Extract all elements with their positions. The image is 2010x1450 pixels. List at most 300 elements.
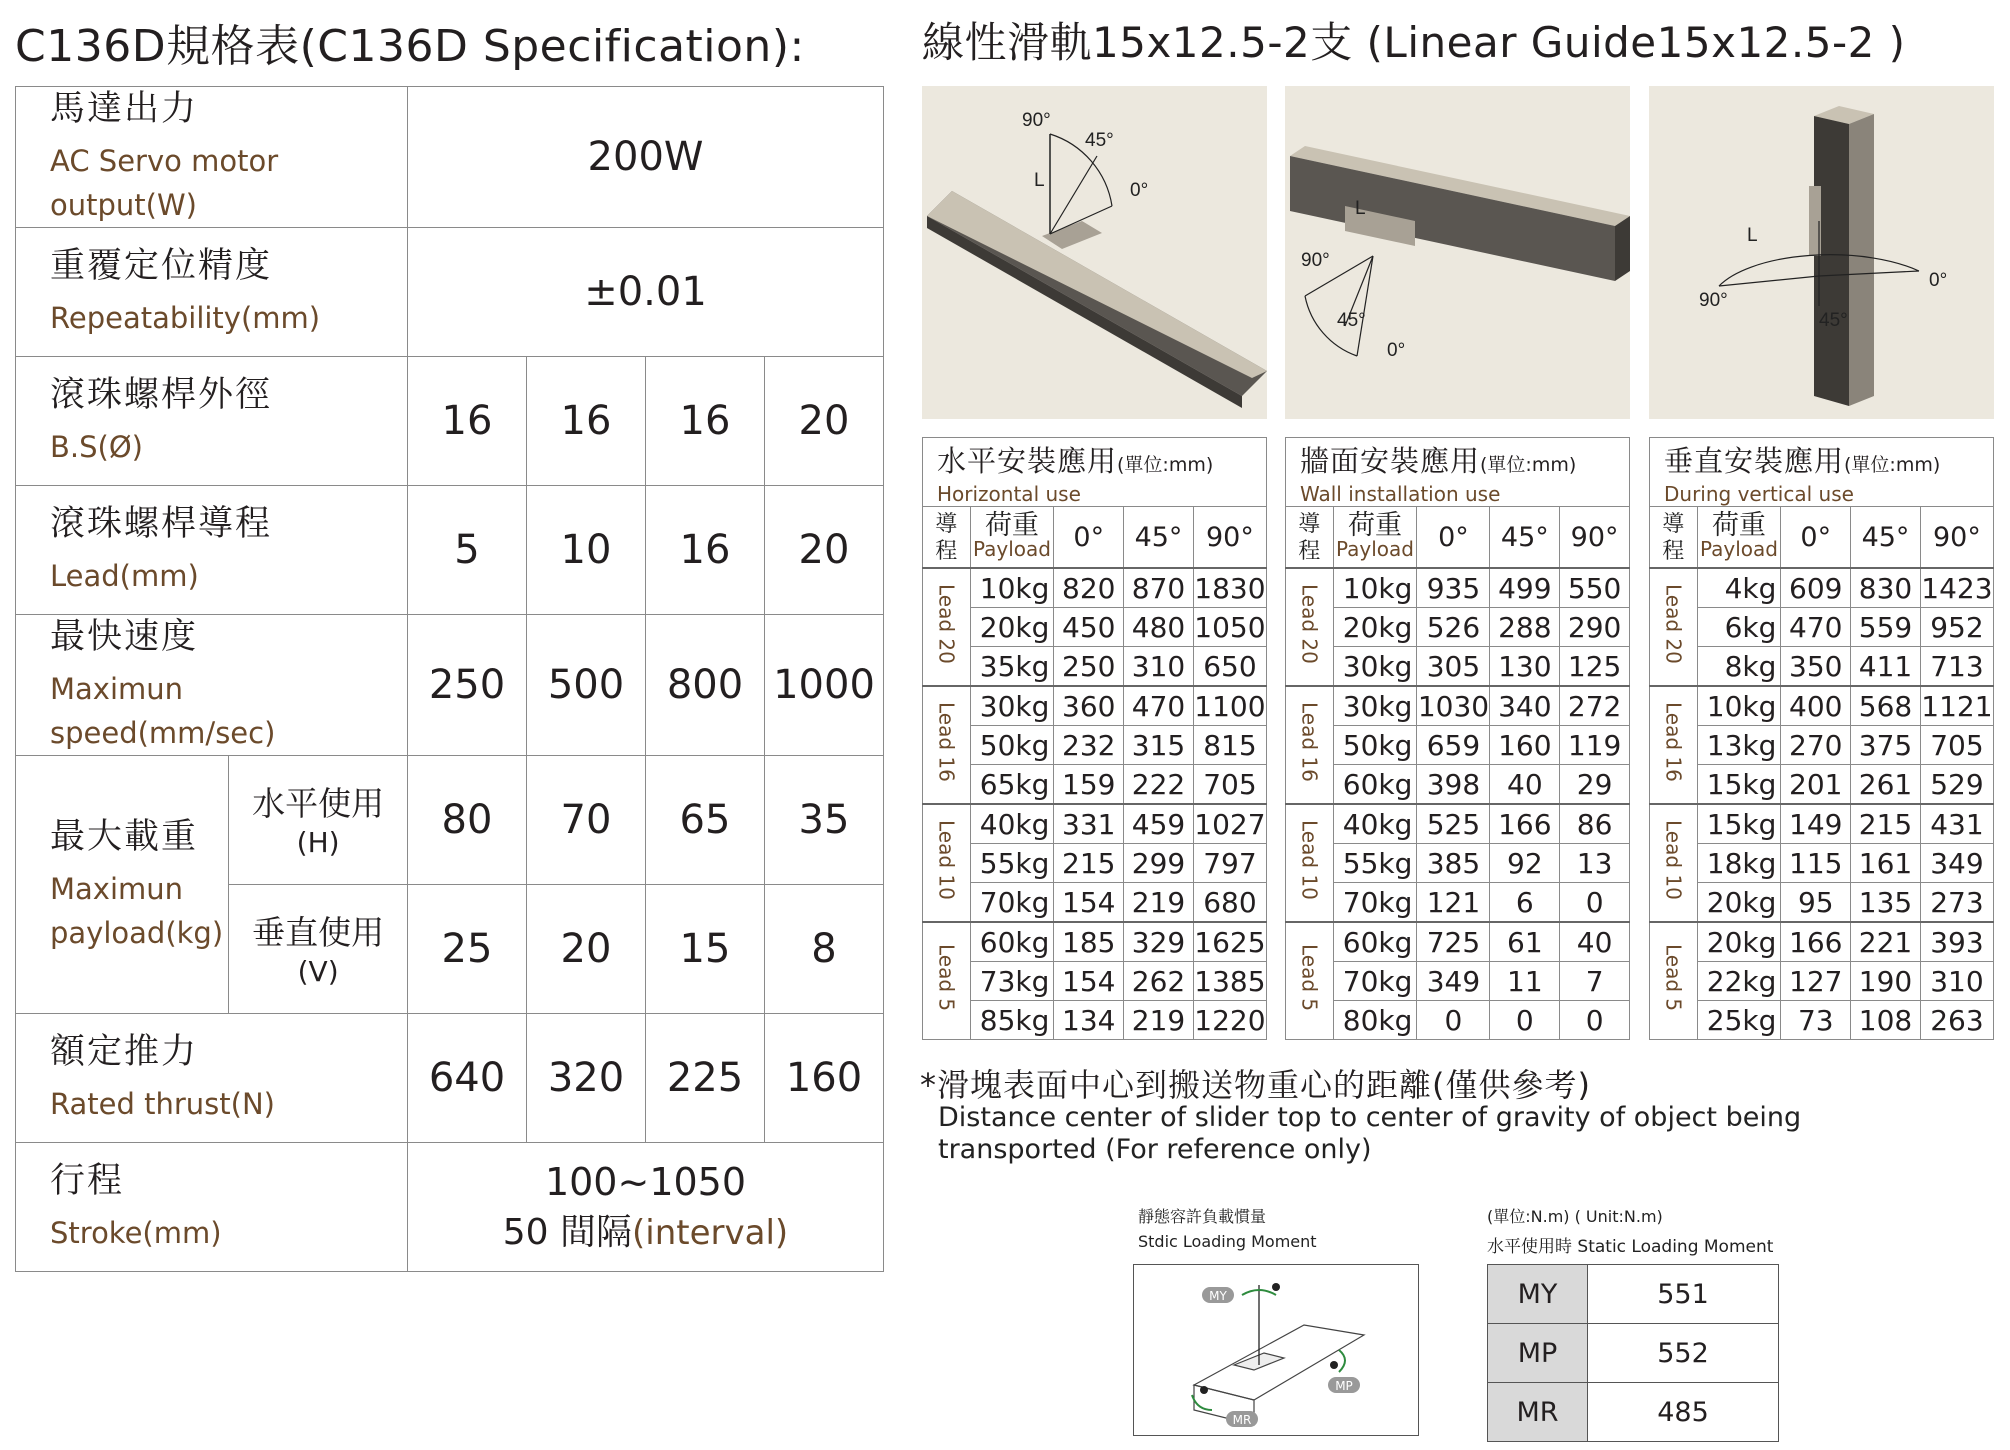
thrust-value: 160 bbox=[765, 1014, 884, 1143]
load-row bbox=[1650, 608, 1994, 647]
stroke-label bbox=[16, 1143, 408, 1272]
load-table-title: 垂直安裝應用 bbox=[1664, 443, 1845, 478]
lead-group-label: Lead 20 bbox=[1286, 568, 1334, 686]
payload-v-value: 15 bbox=[646, 885, 765, 1014]
angle-0-cell: 350 bbox=[1781, 647, 1851, 687]
angle-0-cell: 149 bbox=[1781, 804, 1851, 844]
angle-90-cell: 952 bbox=[1920, 608, 1993, 647]
angle-45-cell: 161 bbox=[1851, 844, 1921, 883]
load-table-header bbox=[923, 438, 1267, 507]
angle-90-cell: 550 bbox=[1560, 568, 1630, 608]
load-table-subtitle: Horizontal use bbox=[937, 481, 1081, 506]
payload-cell: 6kg bbox=[1697, 608, 1781, 647]
angle-45-cell: 470 bbox=[1124, 686, 1194, 726]
angle-45-cell: 222 bbox=[1124, 765, 1194, 805]
lead-group-label: Lead 16 bbox=[1286, 686, 1334, 804]
load-row bbox=[1650, 686, 1994, 726]
angle-0-cell: 134 bbox=[1054, 1001, 1124, 1040]
angle-45-cell: 130 bbox=[1490, 647, 1560, 687]
payload-cell: 10kg bbox=[1697, 686, 1781, 726]
note-zh: *滑塊表面中心到搬送物重心的距離(僅供參考) bbox=[920, 1066, 1591, 1104]
angle-0-cell: 127 bbox=[1781, 962, 1851, 1001]
angle-0-cell: 1030 bbox=[1417, 686, 1490, 726]
my-badge: MY bbox=[1209, 1289, 1227, 1303]
angle-0-label: 0° bbox=[1929, 270, 1948, 291]
angle-90-cell: 1625 bbox=[1193, 922, 1266, 962]
angle-90-cell: 1050 bbox=[1193, 608, 1266, 647]
lead-group-label: Lead 16 bbox=[1650, 686, 1698, 804]
payload-h-value: 35 bbox=[765, 756, 884, 885]
angle-45-cell: 480 bbox=[1124, 608, 1194, 647]
lead-value: 16 bbox=[646, 486, 765, 615]
payload-cell: 20kg bbox=[1697, 922, 1781, 962]
lead-value: 10 bbox=[527, 486, 646, 615]
moment-subtitle: 水平使用時 Static Loading Moment bbox=[1487, 1237, 1774, 1257]
angle-45-cell: 108 bbox=[1851, 1001, 1921, 1040]
payload-cell: 13kg bbox=[1697, 726, 1781, 765]
angle-45-cell: 261 bbox=[1851, 765, 1921, 805]
angle-0-cell: 215 bbox=[1054, 844, 1124, 883]
moment-diagram bbox=[1133, 1264, 1419, 1436]
angle-90-cell: 1100 bbox=[1193, 686, 1266, 726]
angle-45-col-header: 45° bbox=[1490, 507, 1560, 569]
speed-value: 500 bbox=[527, 615, 646, 756]
payload-v-value: 20 bbox=[527, 885, 646, 1014]
angle-45-cell: 315 bbox=[1124, 726, 1194, 765]
horizontal-use-en: (H) bbox=[296, 825, 340, 859]
load-row bbox=[1286, 844, 1630, 883]
angle-90-cell: 29 bbox=[1560, 765, 1630, 805]
load-row bbox=[1650, 765, 1994, 805]
payload-cell: 80kg bbox=[1333, 1001, 1417, 1040]
bs-value: 16 bbox=[408, 357, 527, 486]
angle-45-cell: 190 bbox=[1851, 962, 1921, 1001]
bs-value: 20 bbox=[765, 357, 884, 486]
stroke-range: 100~1050 bbox=[544, 1159, 747, 1204]
angle-90-cell: 273 bbox=[1920, 883, 1993, 923]
angle-90-cell: 40 bbox=[1560, 922, 1630, 962]
spec-row-speed bbox=[16, 615, 884, 756]
angle-45-cell: 299 bbox=[1124, 844, 1194, 883]
horizontal-use-zh: 水平使用 bbox=[252, 783, 385, 823]
horizontal-load-table bbox=[922, 437, 1267, 1040]
load-table-title: 水平安裝應用 bbox=[937, 443, 1118, 478]
payload-v-value: 8 bbox=[765, 885, 884, 1014]
payload-cell: 20kg bbox=[1333, 608, 1417, 647]
load-row bbox=[923, 686, 1267, 726]
load-table-header bbox=[1650, 438, 1994, 507]
angle-45-cell: 160 bbox=[1490, 726, 1560, 765]
load-row bbox=[1650, 647, 1994, 687]
angle-45-cell: 411 bbox=[1851, 647, 1921, 687]
moment-table bbox=[1487, 1264, 1779, 1442]
angle-0-cell: 725 bbox=[1417, 922, 1490, 962]
angle-90-cell: 263 bbox=[1920, 1001, 1993, 1040]
stroke-value bbox=[408, 1143, 884, 1272]
angle-90-cell: 680 bbox=[1193, 883, 1266, 923]
angle-90-cell: 0 bbox=[1560, 883, 1630, 923]
lead-group-label: Lead 10 bbox=[1286, 804, 1334, 922]
thrust-value: 320 bbox=[527, 1014, 646, 1143]
payload-col-header: 荷重 Payload bbox=[1697, 507, 1781, 569]
vertical-mount-image bbox=[1649, 86, 1994, 419]
lead-group-label: Lead 16 bbox=[923, 686, 971, 804]
angle-45-cell: 219 bbox=[1124, 883, 1194, 923]
lead-label-zh: 滾珠螺桿導程 bbox=[50, 504, 273, 544]
vertical-use-label bbox=[229, 885, 408, 1014]
load-table-unit: (單位:mm) bbox=[1844, 453, 1941, 476]
payload-cell: 10kg bbox=[1333, 568, 1417, 608]
angle-0-cell: 470 bbox=[1781, 608, 1851, 647]
angle-0-cell: 385 bbox=[1417, 844, 1490, 883]
payload-cell: 20kg bbox=[970, 608, 1054, 647]
payload-cell: 35kg bbox=[970, 647, 1054, 687]
lead-group-label: Lead 5 bbox=[1650, 922, 1698, 1040]
load-table-title: 牆面安裝應用 bbox=[1300, 443, 1481, 478]
angle-0-cell: 450 bbox=[1054, 608, 1124, 647]
mr-badge: MR bbox=[1232, 1413, 1252, 1427]
thrust-label-zh: 額定推力 bbox=[50, 1032, 199, 1072]
angle-90-cell: 431 bbox=[1920, 804, 1993, 844]
thrust-value: 640 bbox=[408, 1014, 527, 1143]
lead-col-header: 導 程 bbox=[923, 507, 971, 569]
payload-col-header: 荷重 Payload bbox=[970, 507, 1054, 569]
stroke-interval-en: (interval) bbox=[632, 1212, 789, 1253]
angle-0-cell: 398 bbox=[1417, 765, 1490, 805]
angle-0-cell: 349 bbox=[1417, 962, 1490, 1001]
speed-value: 800 bbox=[646, 615, 765, 756]
payload-cell: 30kg bbox=[970, 686, 1054, 726]
payload-cell: 15kg bbox=[1697, 765, 1781, 805]
angle-90-cell: 1121 bbox=[1920, 686, 1993, 726]
moment-value: 485 bbox=[1588, 1383, 1779, 1442]
payload-cell: 55kg bbox=[970, 844, 1054, 883]
length-l-label: L bbox=[1747, 225, 1758, 246]
angle-0-cell: 0 bbox=[1417, 1001, 1490, 1040]
payload-cell: 60kg bbox=[1333, 765, 1417, 805]
load-row bbox=[923, 922, 1267, 962]
load-row bbox=[1650, 883, 1994, 923]
angle-90-cell: 815 bbox=[1193, 726, 1266, 765]
thrust-value: 225 bbox=[646, 1014, 765, 1143]
motor-label bbox=[16, 87, 408, 228]
angle-45-cell: 92 bbox=[1490, 844, 1560, 883]
stroke-interval-zh: 50 間隔 bbox=[502, 1211, 633, 1253]
load-row bbox=[923, 765, 1267, 805]
load-row bbox=[923, 608, 1267, 647]
wall-mount-image bbox=[1285, 86, 1630, 419]
angle-0-cell: 95 bbox=[1781, 883, 1851, 923]
angle-45-cell: 870 bbox=[1124, 568, 1194, 608]
load-row bbox=[923, 962, 1267, 1001]
payload-cell: 15kg bbox=[1697, 804, 1781, 844]
angle-0-cell: 250 bbox=[1054, 647, 1124, 687]
payload-cell: 60kg bbox=[1333, 922, 1417, 962]
speed-value: 250 bbox=[408, 615, 527, 756]
angle-0-col-header: 0° bbox=[1054, 507, 1124, 569]
load-row bbox=[1650, 962, 1994, 1001]
payload-h-value: 65 bbox=[646, 756, 765, 885]
load-row bbox=[923, 568, 1267, 608]
angle-0-cell: 526 bbox=[1417, 608, 1490, 647]
load-row bbox=[923, 844, 1267, 883]
lead-group-label: Lead 5 bbox=[923, 922, 971, 1040]
repeatability-label-zh: 重覆定位精度 bbox=[50, 246, 273, 286]
lead-value: 5 bbox=[408, 486, 527, 615]
angle-90-cell: 1385 bbox=[1193, 962, 1266, 1001]
moment-row bbox=[1488, 1383, 1779, 1442]
angle-45-cell: 6 bbox=[1490, 883, 1560, 923]
load-row bbox=[1650, 804, 1994, 844]
angle-0-cell: 935 bbox=[1417, 568, 1490, 608]
angle-45-cell: 499 bbox=[1490, 568, 1560, 608]
angle-90-cell: 1220 bbox=[1193, 1001, 1266, 1040]
horizontal-use-label bbox=[229, 756, 408, 885]
page-title-right: 線性滑軌15x12.5-2支 (Linear Guide15x12.5-2 ) bbox=[922, 18, 1906, 67]
angle-0-cell: 270 bbox=[1781, 726, 1851, 765]
angle-0-cell: 331 bbox=[1054, 804, 1124, 844]
lead-group-label: Lead 20 bbox=[1650, 568, 1698, 686]
angle-45-cell: 288 bbox=[1490, 608, 1560, 647]
payload-cell: 10kg bbox=[970, 568, 1054, 608]
bs-label-zh: 滾珠螺桿外徑 bbox=[50, 375, 273, 415]
angle-45-cell: 375 bbox=[1851, 726, 1921, 765]
payload-cell: 50kg bbox=[1333, 726, 1417, 765]
angle-90-cell: 797 bbox=[1193, 844, 1266, 883]
angle-0-cell: 185 bbox=[1054, 922, 1124, 962]
angle-0-cell: 154 bbox=[1054, 883, 1124, 923]
angle-0-cell: 154 bbox=[1054, 962, 1124, 1001]
load-table-header bbox=[1286, 438, 1630, 507]
angle-90-label: 90° bbox=[1022, 110, 1051, 131]
angle-90-cell: 290 bbox=[1560, 608, 1630, 647]
lead-group-label: Lead 5 bbox=[1286, 922, 1334, 1040]
thrust-label bbox=[16, 1014, 408, 1143]
angle-45-cell: 40 bbox=[1490, 765, 1560, 805]
speed-value: 1000 bbox=[765, 615, 884, 756]
load-row bbox=[1286, 647, 1630, 687]
angle-45-cell: 219 bbox=[1124, 1001, 1194, 1040]
angle-45-cell: 329 bbox=[1124, 922, 1194, 962]
moment-key: MY bbox=[1488, 1265, 1588, 1324]
angle-0-cell: 232 bbox=[1054, 726, 1124, 765]
payload-label bbox=[16, 756, 229, 1014]
angle-90-cell: 125 bbox=[1560, 647, 1630, 687]
moment-key: MR bbox=[1488, 1383, 1588, 1442]
payload-cell: 20kg bbox=[1697, 883, 1781, 923]
angle-90-cell: 529 bbox=[1920, 765, 1993, 805]
load-row bbox=[1286, 726, 1630, 765]
repeatability-value: ±0.01 bbox=[408, 228, 884, 357]
load-row bbox=[1286, 883, 1630, 923]
angle-0-label: 0° bbox=[1130, 180, 1149, 201]
vertical-load-table bbox=[1649, 437, 1994, 1040]
angle-90-cell: 393 bbox=[1920, 922, 1993, 962]
load-table-subtitle: Wall installation use bbox=[1300, 481, 1501, 506]
repeatability-label bbox=[16, 228, 408, 357]
angle-0-cell: 400 bbox=[1781, 686, 1851, 726]
payload-cell: 25kg bbox=[1697, 1001, 1781, 1040]
angle-90-cell: 86 bbox=[1560, 804, 1630, 844]
payload-cell: 85kg bbox=[970, 1001, 1054, 1040]
angle-90-col-header: 90° bbox=[1920, 507, 1993, 569]
spec-row-thrust bbox=[16, 1014, 884, 1143]
payload-cell: 65kg bbox=[970, 765, 1054, 805]
angle-0-label: 0° bbox=[1387, 340, 1406, 361]
spec-row-bs bbox=[16, 357, 884, 486]
load-row bbox=[1650, 922, 1994, 962]
angle-0-cell: 73 bbox=[1781, 1001, 1851, 1040]
angle-45-label: 45° bbox=[1819, 310, 1848, 331]
payload-cell: 8kg bbox=[1697, 647, 1781, 687]
angle-90-cell: 1423 bbox=[1920, 568, 1993, 608]
angle-45-cell: 135 bbox=[1851, 883, 1921, 923]
angle-0-cell: 609 bbox=[1781, 568, 1851, 608]
angle-45-cell: 459 bbox=[1124, 804, 1194, 844]
angle-0-cell: 201 bbox=[1781, 765, 1851, 805]
lead-group-label: Lead 10 bbox=[1650, 804, 1698, 922]
page-title-left: C136D規格表(C136D Specification): bbox=[15, 21, 805, 72]
load-row bbox=[1650, 568, 1994, 608]
lead-group-label: Lead 20 bbox=[923, 568, 971, 686]
angle-90-col-header: 90° bbox=[1193, 507, 1266, 569]
angle-90-cell: 0 bbox=[1560, 1001, 1630, 1040]
angle-0-cell: 115 bbox=[1781, 844, 1851, 883]
spec-table bbox=[15, 86, 884, 1272]
payload-cell: 70kg bbox=[970, 883, 1054, 923]
payload-col-header: 荷重 Payload bbox=[1333, 507, 1417, 569]
angle-90-cell: 310 bbox=[1920, 962, 1993, 1001]
angle-90-col-header: 90° bbox=[1560, 507, 1630, 569]
payload-cell: 40kg bbox=[970, 804, 1054, 844]
load-table-subtitle: During vertical use bbox=[1664, 481, 1854, 506]
angle-90-cell: 7 bbox=[1560, 962, 1630, 1001]
moment-value: 552 bbox=[1588, 1324, 1779, 1383]
moment-value: 551 bbox=[1588, 1265, 1779, 1324]
bs-label bbox=[16, 357, 408, 486]
load-row bbox=[1286, 962, 1630, 1001]
load-row bbox=[923, 647, 1267, 687]
load-row bbox=[1286, 568, 1630, 608]
lead-col-header: 導 程 bbox=[1286, 507, 1334, 569]
repeatability-label-en: Repeatability(mm) bbox=[50, 301, 321, 335]
moment-title-en: Stdic Loading Moment bbox=[1138, 1232, 1317, 1251]
angle-45-cell: 0 bbox=[1490, 1001, 1560, 1040]
angle-0-col-header: 0° bbox=[1781, 507, 1851, 569]
spec-row-stroke bbox=[16, 1143, 884, 1272]
angle-0-cell: 659 bbox=[1417, 726, 1490, 765]
angle-0-cell: 525 bbox=[1417, 804, 1490, 844]
angle-0-cell: 121 bbox=[1417, 883, 1490, 923]
wall-load-table bbox=[1285, 437, 1630, 1040]
bs-label-en: B.S(Ø) bbox=[50, 430, 143, 464]
payload-v-value: 25 bbox=[408, 885, 527, 1014]
angle-45-cell: 340 bbox=[1490, 686, 1560, 726]
angle-0-cell: 820 bbox=[1054, 568, 1124, 608]
note-en: Distance center of slider top to center of gravity of object being transported (For reference only) bbox=[938, 1102, 1802, 1165]
moment-title-zh: 靜態容許負載慣量 bbox=[1138, 1207, 1267, 1226]
angle-0-cell: 166 bbox=[1781, 922, 1851, 962]
payload-label-en2: payload(kg) bbox=[50, 915, 224, 950]
payload-h-value: 80 bbox=[408, 756, 527, 885]
payload-label-zh: 最大載重 bbox=[50, 816, 199, 857]
angle-90-cell: 119 bbox=[1560, 726, 1630, 765]
stroke-label-en: Stroke(mm) bbox=[50, 1216, 222, 1250]
angle-45-cell: 830 bbox=[1851, 568, 1921, 608]
angle-45-label: 45° bbox=[1085, 130, 1114, 151]
spec-row-motor bbox=[16, 87, 884, 228]
angle-45-col-header: 45° bbox=[1124, 507, 1194, 569]
payload-cell: 70kg bbox=[1333, 962, 1417, 1001]
lead-label bbox=[16, 486, 408, 615]
payload-cell: 50kg bbox=[970, 726, 1054, 765]
load-row bbox=[1286, 804, 1630, 844]
angle-90-cell: 1830 bbox=[1193, 568, 1266, 608]
moment-row bbox=[1488, 1265, 1779, 1324]
load-row bbox=[1286, 686, 1630, 726]
angle-45-cell: 310 bbox=[1124, 647, 1194, 687]
angle-90-label: 90° bbox=[1301, 250, 1330, 271]
angle-90-cell: 705 bbox=[1920, 726, 1993, 765]
angle-45-cell: 568 bbox=[1851, 686, 1921, 726]
payload-cell: 30kg bbox=[1333, 686, 1417, 726]
length-l-label: L bbox=[1034, 170, 1045, 191]
bs-value: 16 bbox=[527, 357, 646, 486]
angle-90-cell: 349 bbox=[1920, 844, 1993, 883]
spec-row-repeatability bbox=[16, 228, 884, 357]
load-row bbox=[1650, 1001, 1994, 1040]
angle-45-cell: 61 bbox=[1490, 922, 1560, 962]
load-row bbox=[1650, 726, 1994, 765]
angle-45-cell: 221 bbox=[1851, 922, 1921, 962]
spec-row-payload-h bbox=[16, 756, 884, 885]
payload-cell: 22kg bbox=[1697, 962, 1781, 1001]
angle-45-cell: 11 bbox=[1490, 962, 1560, 1001]
load-row bbox=[1286, 608, 1630, 647]
angle-0-cell: 305 bbox=[1417, 647, 1490, 687]
thrust-label-en: Rated thrust(N) bbox=[50, 1087, 275, 1121]
payload-cell: 30kg bbox=[1333, 647, 1417, 687]
load-row bbox=[923, 726, 1267, 765]
payload-cell: 4kg bbox=[1697, 568, 1781, 608]
vertical-use-en: (V) bbox=[297, 954, 339, 988]
motor-value: 200W bbox=[408, 87, 884, 228]
payload-cell: 70kg bbox=[1333, 883, 1417, 923]
payload-h-value: 70 bbox=[527, 756, 646, 885]
angle-0-cell: 159 bbox=[1054, 765, 1124, 805]
load-row bbox=[1286, 765, 1630, 805]
length-l-label: L bbox=[1355, 198, 1366, 219]
bs-value: 16 bbox=[646, 357, 765, 486]
load-row bbox=[1286, 1001, 1630, 1040]
angle-90-cell: 705 bbox=[1193, 765, 1266, 805]
moment-key: MP bbox=[1488, 1324, 1588, 1383]
payload-cell: 18kg bbox=[1697, 844, 1781, 883]
angle-90-cell: 1027 bbox=[1193, 804, 1266, 844]
load-row bbox=[923, 804, 1267, 844]
stroke-label-zh: 行程 bbox=[50, 1161, 125, 1201]
payload-cell: 55kg bbox=[1333, 844, 1417, 883]
angle-45-cell: 215 bbox=[1851, 804, 1921, 844]
lead-col-header: 導 程 bbox=[1650, 507, 1698, 569]
payload-cell: 60kg bbox=[970, 922, 1054, 962]
angle-0-cell: 360 bbox=[1054, 686, 1124, 726]
angle-0-col-header: 0° bbox=[1417, 507, 1490, 569]
angle-90-cell: 272 bbox=[1560, 686, 1630, 726]
angle-90-label: 90° bbox=[1699, 290, 1728, 311]
angle-45-label: 45° bbox=[1337, 310, 1366, 331]
load-row bbox=[1286, 922, 1630, 962]
